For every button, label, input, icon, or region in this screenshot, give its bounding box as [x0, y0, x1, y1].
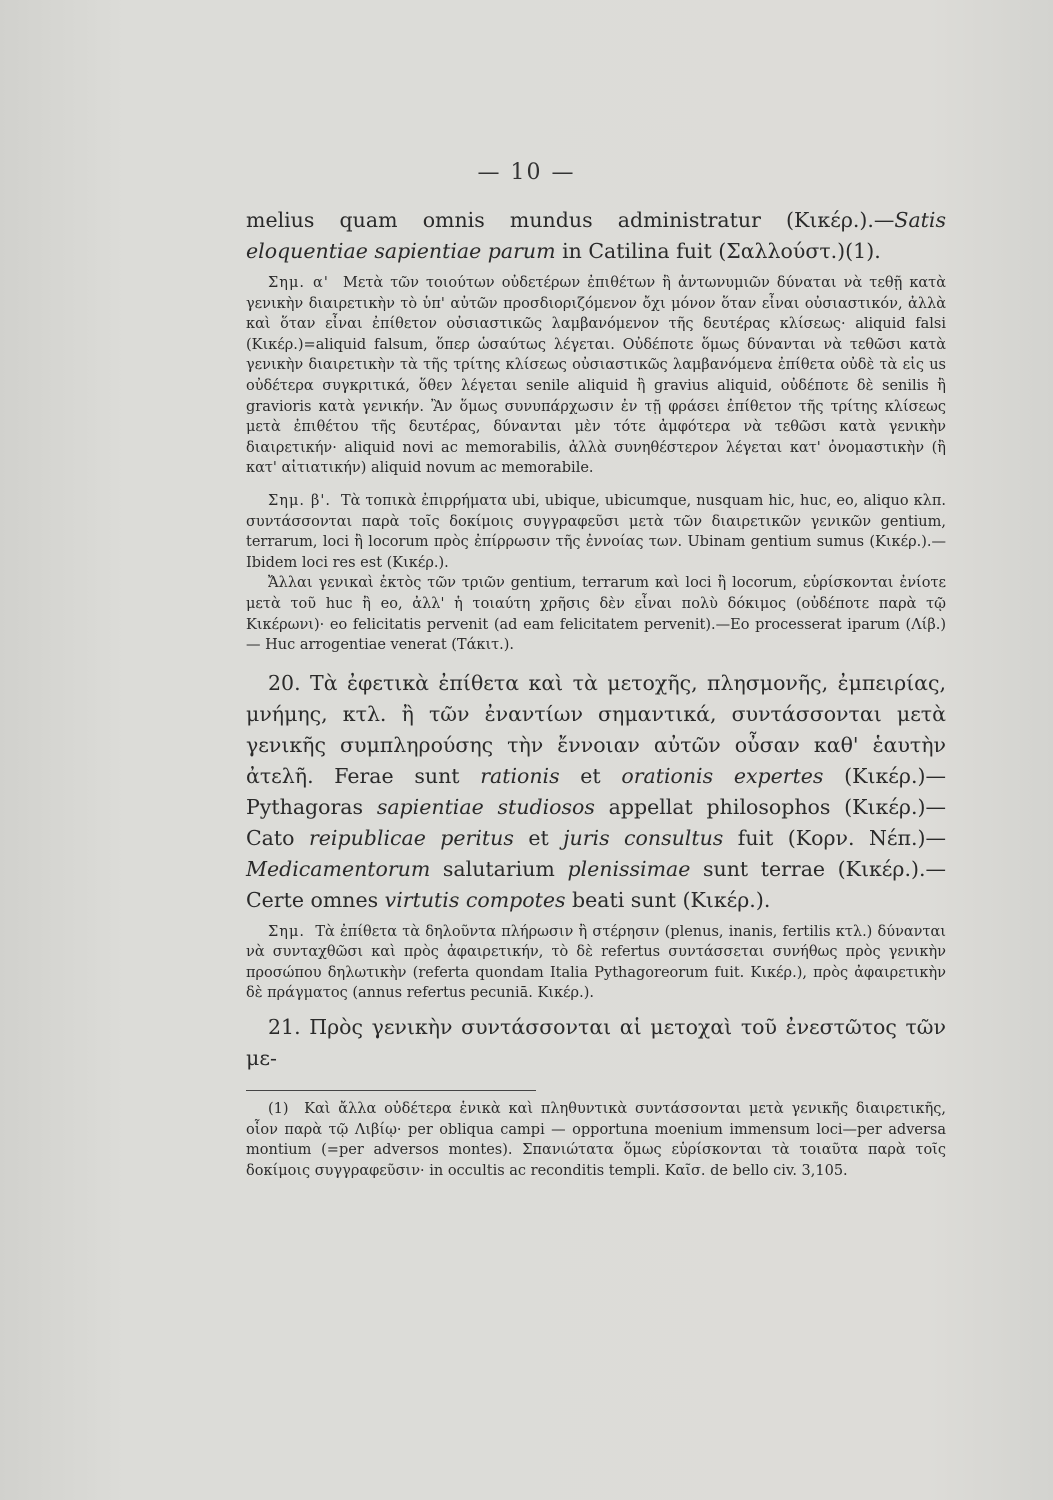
note-20-text: Τὰ ἐπίθετα τὰ δηλοῦντα πλήρωσιν ἢ στέρησιν (plenus, inanis, fertilis κτλ.) δύνανται νὰ συνταχθῶσι καὶ πρὸς ἀφαιρετικήν, τὸ δὲ refertus συντάσσεται συνήθως πρὸς γενικὴν προσώπου δηλωτικὴν (referta quondam Italia Pythagoreorum fuit. Κικέρ.), πρὸς ἀφαιρετικὴν δὲ πράγματος (annus refertus pecuniā. Κικέρ.).	[246, 923, 946, 1002]
section-20-italic: virtutis compotes	[384, 887, 566, 912]
note-a-label: Σημ. α'	[268, 275, 329, 291]
section-20-text: Τὰ ἐφετικὰ ἐπίθετα καὶ τὰ μετοχῆς, πλησμονῆς, ἐμπειρίας, μνήμης, κτλ. ἢ τῶν ἐναντίων σημαντικά, συντάσσονται μετὰ γενικῆς συμπληρούσης τὴν ἔννοιαν αὐτῶν οὖσαν καθ' ἑαυτὴν ἀτελῆ. Ferae sunt	[246, 670, 946, 788]
section-20-text: salutarium	[430, 856, 568, 881]
section-20	[246, 668, 946, 916]
continued-paragraph	[246, 205, 946, 267]
note-b-continuation: Ἄλλαι γενικαὶ ἐκτὸς τῶν τριῶν gentium, terrarum καὶ loci ἢ locorum, εὑρίσκονται ἐνίοτε μετὰ τοῦ huc ἢ eo, ἀλλ' ἡ τοιαύτη χρῆσις δὲν εἶναι πολὺ δόκιμος (οὐδέποτε παρὰ τῷ Κικέρωνι)· eo felicitatis pervenit (ad eam felicitatem pervenit).—Eo processerat iparum (Λίβ.) — Huc arrogentiae venerat (Τάκιτ.).	[246, 575, 946, 654]
section-20-text: et	[559, 763, 622, 788]
section-20-text: et	[513, 825, 564, 850]
continued-text-1: melius quam omnis mundus administratur (Κικέρ.).—	[246, 208, 895, 232]
section-21	[246, 1012, 946, 1074]
section-20-italic: reipublicae peritus	[308, 825, 514, 850]
section-20-italic: plenissimae	[567, 856, 691, 881]
section-20-text: fuit (Κορν. Νέπ.)—	[723, 825, 946, 850]
section-20-text: beati sunt (Κικέρ.).	[565, 887, 771, 912]
section-20-italic: orationis expertes	[621, 763, 824, 788]
section-20-number: 20.	[268, 670, 301, 695]
note-b-text: Τὰ τοπικὰ ἐπιρρήματα ubi, ubique, ubicumque, nusquam hic, huc, eo, aliquo κλπ. συντάσσονται παρὰ τοῖς δοκίμοις συγγραφεῦσι μετὰ τῶν διαιρετικῶν γενικῶν gentium, terrarum, loci ἢ locorum πρὸς ἐπίρρωσιν τῆς ἐννοίας των. Ubinam gentium sumus (Κικέρ.).—Ibidem loci res est (Κικέρ.).	[246, 492, 947, 571]
section-20-text: appellat philosophos (Κικέρ.)—Cato	[246, 794, 947, 850]
footnote-marker: (1)	[268, 1101, 289, 1118]
section-20-italic: rationis	[480, 763, 560, 788]
note-20	[246, 922, 946, 1004]
page-number: — 10 —	[477, 160, 576, 185]
footnote-text: Καὶ ἄλλα οὐδέτερα ἑνικὰ καὶ πληθυντικὰ συντάσσονται μετὰ γενικῆς διαιρετικῆς, οἷον παρὰ τῷ Λιβίῳ· per obliqua campi — opportuna moenium immensum loci—per adversa montium (=per adversos montes). Σπανιώτατα ὅμως εὑρίσκονται τὰ τοιαῦτα παρὰ τοῖς δοκίμοις συγγραφεῦσιν· in occultis ac reconditis templi. Καῖσ. de bello civ. 3,105.	[246, 1101, 946, 1179]
section-20-italic: Medicamentorum	[246, 856, 431, 881]
section-20-text: (Κικέρ.)—Pythagoras	[246, 763, 946, 819]
note-20-label: Σημ.	[268, 923, 305, 940]
note-a	[246, 273, 946, 479]
page-body	[246, 205, 946, 1181]
section-20-italic: sapientiae studiosos	[376, 794, 595, 819]
footnote	[246, 1099, 946, 1181]
section-21-text: Πρὸς γενικὴν συντάσσονται αἱ μετοχαὶ τοῦ ἐνεστῶτος τῶν με-	[246, 1015, 946, 1071]
continued-italic-phrase: eloquentiae sapientiae parum	[246, 239, 556, 263]
section-20-text: sunt terrae (Κικέρ.).—Certe omnes	[246, 856, 946, 912]
note-b-label: Σημ. β'.	[268, 492, 331, 509]
footnote-divider	[246, 1090, 536, 1091]
continued-italic-satis: Satis	[894, 208, 946, 232]
note-b	[246, 491, 946, 573]
continued-text-2: in Catilina fuit (Σαλλούστ.)(1).	[555, 239, 881, 263]
note-a-text: Μετὰ τῶν τοιούτων οὐδετέρων ἐπιθέτων ἢ ἀντωνυμιῶν δύναται νὰ τεθῇ κατὰ γενικὴν διαιρετικὴν τὸ ὑπ' αὐτῶν προσδιοριζόμενον ὄχι μόνον ὅταν εἶναι οὐσιαστικόν, ἀλλὰ καὶ ὅταν εἶναι ἐπίθετον οὐσιαστικῶς λαμβανόμενον τῆς δευτέρας κλίσεως· aliquid falsi (Κικέρ.)=aliquid falsum, ὅπερ ὡσαύτως λέγεται. Οὐδέποτε ὅμως δύνανται νὰ τεθῶσι κατὰ γενικὴν διαιρετικὴν τὰ τῆς τρίτης κλίσεως οὐσιαστικῶς λαμβανόμενα ἐπίθετα οὐδὲ τὰ εἰς us οὐδέτερα συγκριτικά, ὅθεν λέγεται senile aliquid ἢ gravius aliquid, οὐδέποτε δὲ senilis ἢ gravioris κατὰ γενικήν. Ἂν ὅμως συνυπάρχωσιν ἐν τῇ φράσει ἐπίθετον τῆς τρίτης κλίσεως μετὰ ἐπιθέτου τῆς δευτέρας, δύνανται μὲν τότε ἀμφότερα νὰ τεθῶσι κατὰ γενικὴν διαιρετικήν· aliquid novi ac memorabilis, ἀλλὰ συνηθέστερον λέγεται κατ' ὀνομαστικὴν (ἢ κατ' αἰτιατικήν) aliquid novum ac memorabile.	[246, 275, 946, 477]
section-21-number: 21.	[268, 1015, 301, 1040]
section-20-italic: juris consultus	[563, 825, 724, 850]
